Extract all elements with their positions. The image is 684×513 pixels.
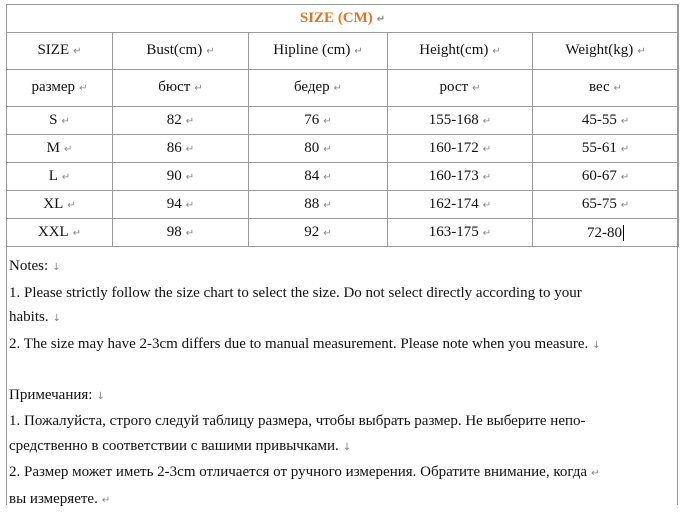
header-row-russian [7, 70, 679, 107]
note-ru-1: 1. Пожалуйста, строго следуй таблицу размера, чтобы выбрать размер. Не выберите непо- [9, 409, 673, 434]
table-row [7, 191, 679, 219]
table-cell: 90 ↵ [113, 163, 249, 191]
table-cell: 84 ↵ [249, 163, 388, 191]
table-cell: 80 ↵ [249, 135, 388, 163]
size-chart-table [6, 4, 679, 247]
table-cell: 162-174 ↵ [388, 191, 533, 219]
table-cell: L ↵ [7, 163, 113, 191]
table-cell: 92 ↵ [249, 219, 388, 247]
table-cell: XXL ↵ [7, 219, 113, 247]
note-ru-2-cont: вы измеряете. ↵ [9, 487, 673, 513]
table-cell: 98 ↵ [113, 219, 249, 247]
table-cell: 76 ↵ [249, 107, 388, 135]
table-cell: S ↵ [7, 107, 113, 135]
table-cell: 160-173 ↵ [388, 163, 533, 191]
table-cell: M ↵ [7, 135, 113, 163]
table-cell: 160-172 ↵ [388, 135, 533, 163]
note-ru-1-cont: средственно в соответствии с вашими привычками. ↓ [9, 434, 673, 461]
table-cell: 82 ↵ [113, 107, 249, 135]
notes-title-en: Notes: ↓ [9, 254, 673, 281]
table-cell: 72-80 [533, 219, 679, 247]
header-cell: рост ↵ [388, 70, 533, 107]
header-cell: бедер ↵ [249, 70, 388, 107]
table-row [7, 135, 679, 163]
document-page [6, 4, 678, 504]
notes-section [9, 254, 673, 513]
note-en-2: 2. The size may have 2-3cm differs due to manual measurement. Please note when you measure. ↓ [9, 332, 673, 359]
note-en-1-cont: habits. ↓ [9, 305, 673, 332]
note-ru-2: 2. Размер может иметь 2-3cm отличается от ручного измерения. Обратите внимание, когда ↵ [9, 460, 673, 487]
table-cell: 55-61 ↵ [533, 135, 679, 163]
table-cell: 65-75 ↵ [533, 191, 679, 219]
header-cell: Bust(cm) ↵ [113, 33, 249, 70]
table-row [7, 107, 679, 135]
table-row [7, 163, 679, 191]
table-cell: 155-168 ↵ [388, 107, 533, 135]
header-cell: вес ↵ [533, 70, 679, 107]
header-cell: Weight(kg) ↵ [533, 33, 679, 70]
table-cell: XL ↵ [7, 191, 113, 219]
header-cell: бюст ↵ [113, 70, 249, 107]
header-cell: размер ↵ [7, 70, 113, 107]
table-cell: 45-55 ↵ [533, 107, 679, 135]
text-cursor [623, 225, 624, 241]
table-cell: 163-175 ↵ [388, 219, 533, 247]
table-row [7, 219, 679, 247]
notes-title-ru: Примечания: ↓ [9, 383, 673, 410]
table-cell: 86 ↵ [113, 135, 249, 163]
spacer [9, 358, 673, 383]
table-cell: 94 ↵ [113, 191, 249, 219]
table-cell: 88 ↵ [249, 191, 388, 219]
header-cell: SIZE ↵ [7, 33, 113, 70]
table-cell: 60-67 ↵ [533, 163, 679, 191]
table-title: SIZE (CM) ↵ [7, 5, 679, 33]
header-cell: Hipline (cm) ↵ [249, 33, 388, 70]
note-en-1: 1. Please strictly follow the size chart to select the size. Do not select directly according to your [9, 281, 673, 306]
header-cell: Height(cm) ↵ [388, 33, 533, 70]
header-row [7, 33, 679, 70]
